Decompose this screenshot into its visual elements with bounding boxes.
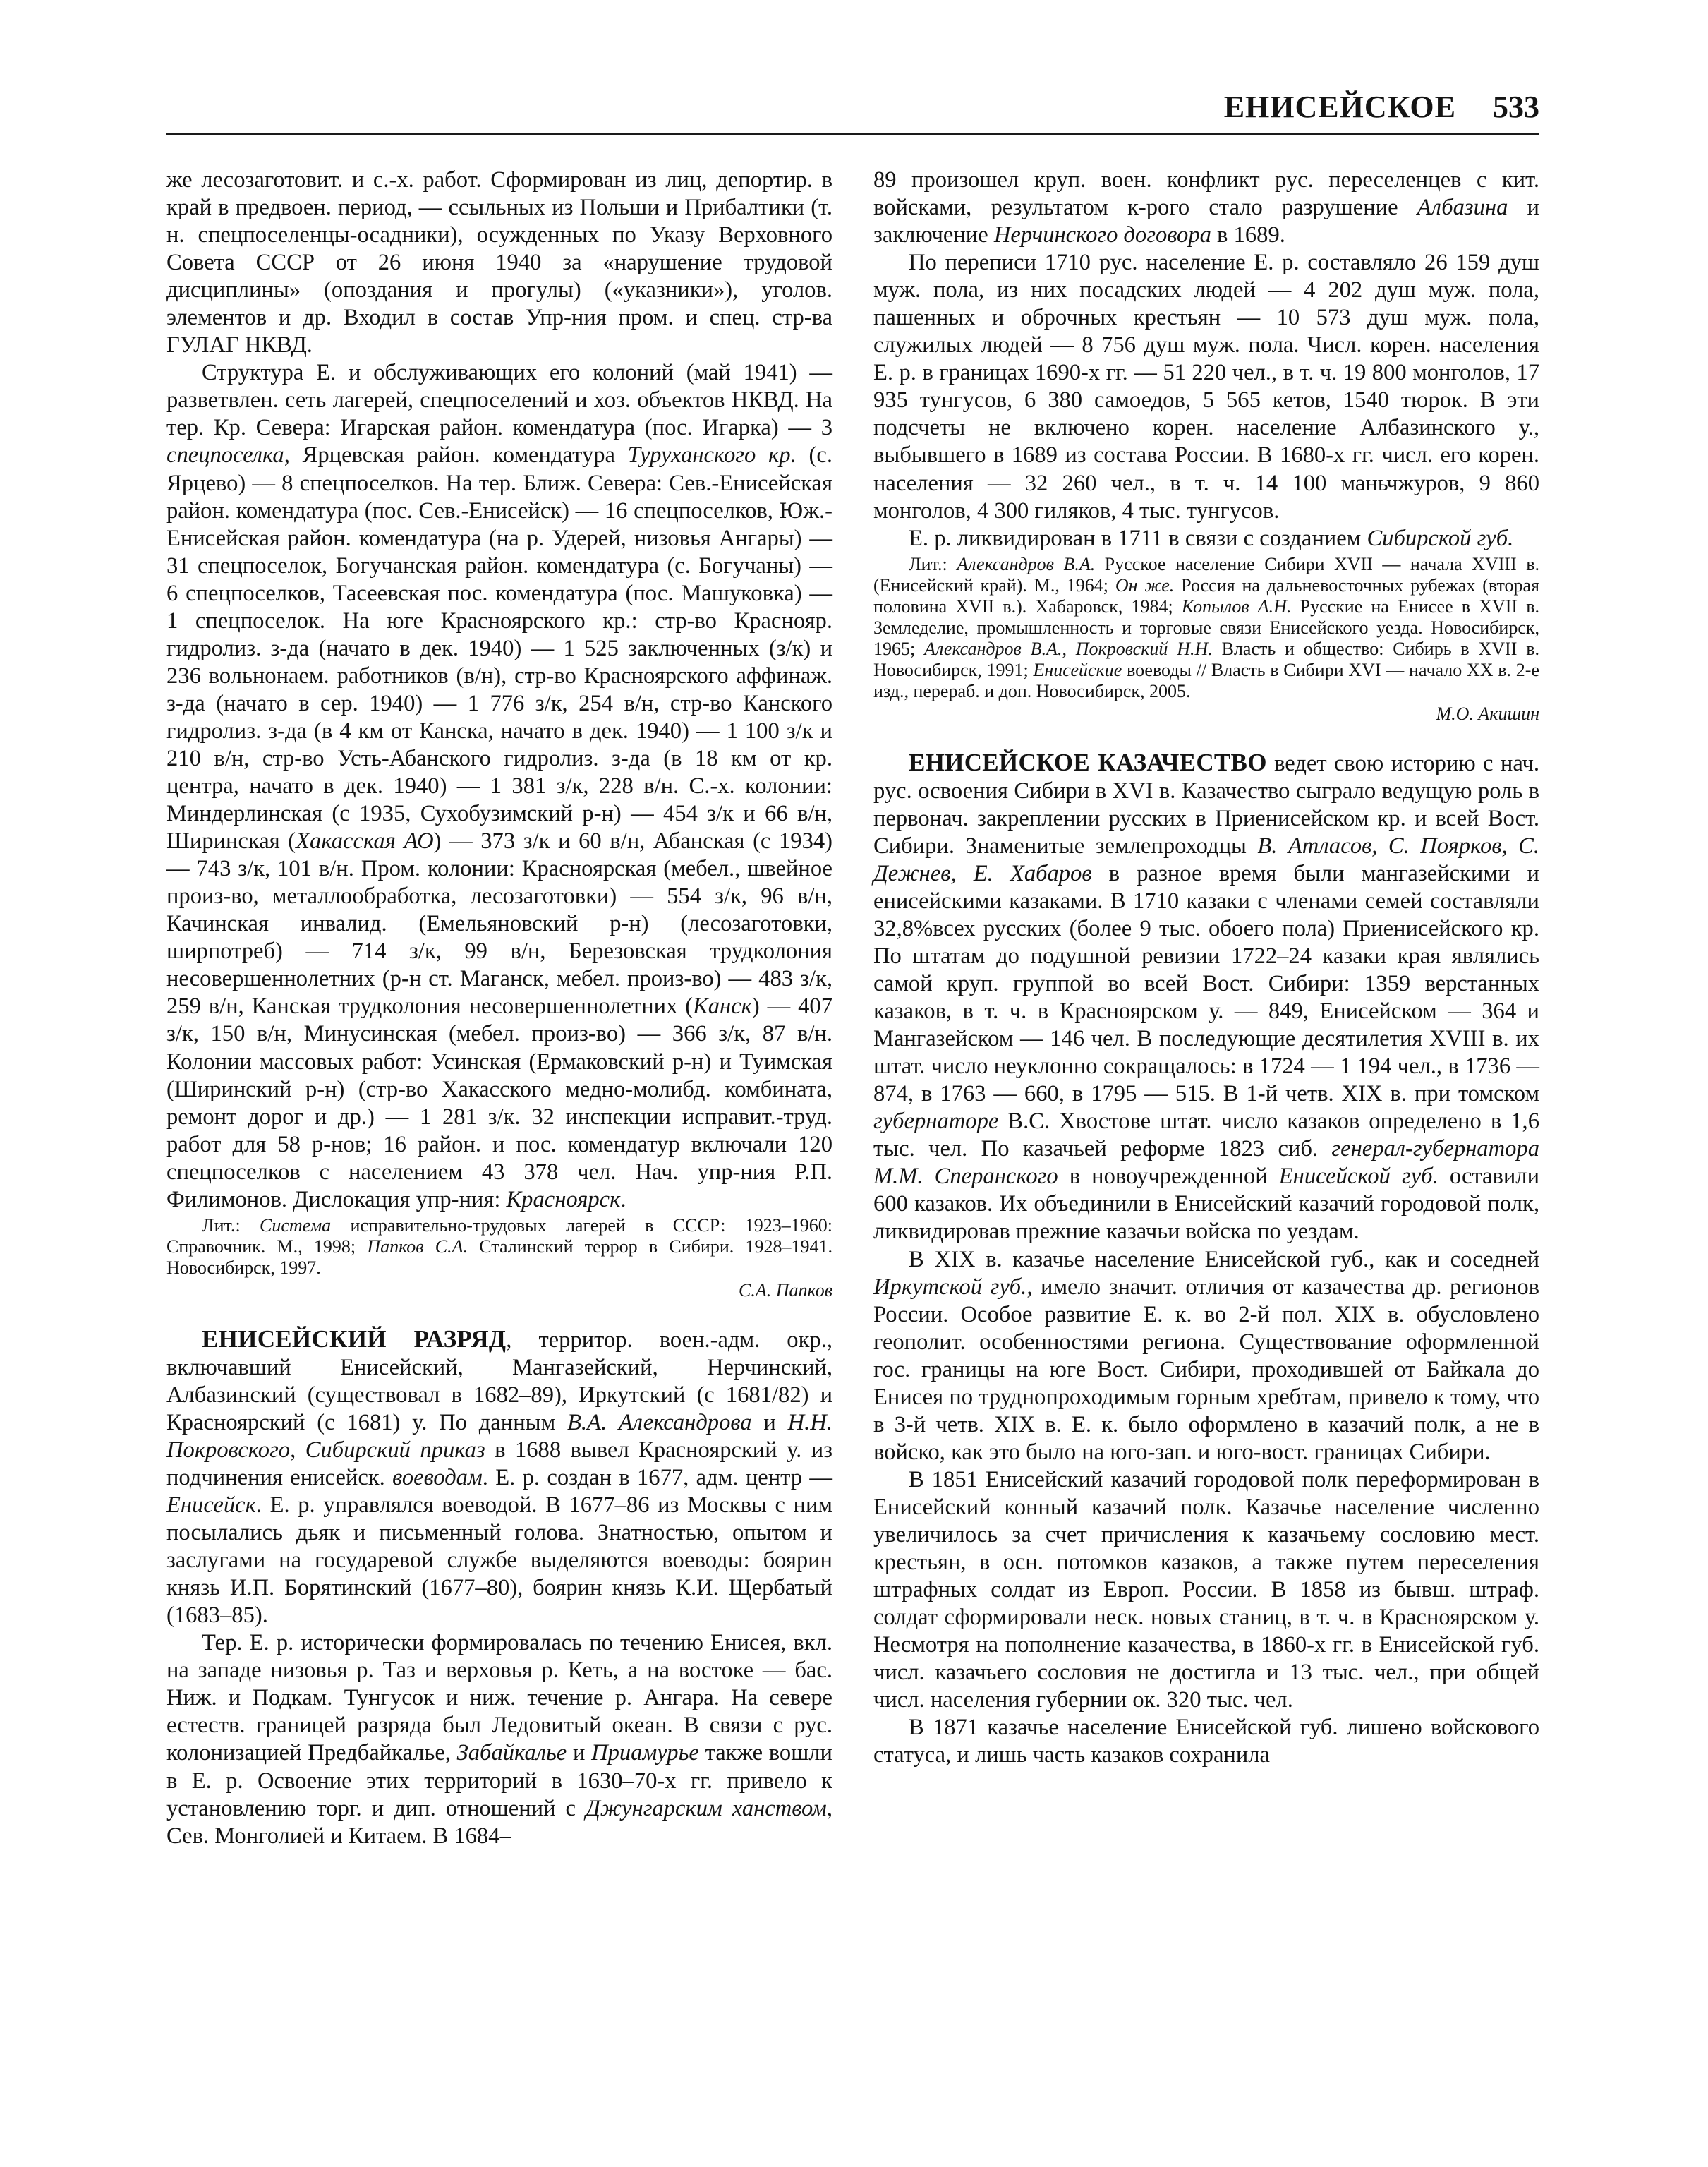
- entry-enisei-kazachestvo: ЕНИСЕЙСКОЕ КАЗАЧЕСТВО ведет свою историю с нач. рус. освоения Сибири в XVI в. Казачество сыграло ведущую роль в первонач. закреплении русских в Приенисейском кр. и всей Вост. Сибири. Знаменитые землепроходцы В. Атласов, С. Поярков, С. Дежнев, Е. Хабаров в разное время были мангазейскими и енисейскими казаками. В 1710 казаки с членами семей составляли 32,8%всех русских (более 9 тыс. обоего пола) Приенисейского кр. По штатам до подушной ревизии 1722–24 казаки края являлись самой круп. группой во всей Вост. Сибири: 1359 верстанных казаков, в т. ч. в Красноярском у. — 849, Енисейском — 364 и Мангазейском — 146 чел. В последующие десятилетия XVIII в. их штат. число неуклонно сокращалось: в 1724 — 1 194 чел., в 1736 — 874, в 1763 — 660, в 1795 — 515. В 1-й четв. XIX в. при томском губернаторе В.С. Хвостове штат. число казаков определено в 1,6 тыс. чел. По казачьей реформе 1823 сиб. генерал-губернатора М.М. Сперанского в новоучрежденной Енисейской губ. оставили 600 казаков. Их объединили в Енисейский казачий городовой полк, ликвидировав прежние казачьи войска по уездам.: [873, 748, 1540, 1245]
- running-head-title: ЕНИСЕЙСКОЕ: [1223, 90, 1456, 124]
- entry-headword: ЕНИСЕЙСКИЙ РАЗРЯД: [202, 1324, 507, 1353]
- right-column: [873, 167, 1539, 1769]
- paragraph: В 1851 Енисейский казачий городовой полк переформирован в Енисейский конный казачий полк. Казачье население численно увеличилось за счет причисления к казачьему сословию мест. крестьян, в осн. потомков казаков, а также путем переселения штрафных солдат из Европ. России. В 1858 из бывш. штраф. солдат сформировали неск. новых станиц, в т. ч. в Красноярском у. Несмотря на пополнение казачества, в 1860-х гг. в Енисейской губ. числ. казачьего сословия не достигла и 13 тыс. чел., при общей числ. населения губернии ок. 320 тыс. чел.: [873, 1466, 1539, 1713]
- entry-headword: ЕНИСЕЙСКОЕ КАЗАЧЕСТВО: [909, 748, 1267, 776]
- page-number: 533: [1493, 90, 1539, 124]
- running-head: [166, 83, 1539, 135]
- paragraph: 89 произошел круп. воен. конфликт рус. переселенцев с кит. войсками, результатом к-рого стало разрушение Албазина и заключение Нерчинского договора в 1689.: [873, 167, 1539, 248]
- article-author: М.О. Акишин: [1436, 703, 1539, 724]
- paragraph: В 1871 казачье население Енисейской губ. лишено войскового статуса, и лишь часть казаков сохранила: [873, 1715, 1539, 1768]
- entry-enisei-razryad: ЕНИСЕЙСКИЙ РАЗРЯД, территор. воен.-адм. окр., включавший Енисейский, Мангазейский, Нерчинский, Албазинский (существовал в 1682–89), Иркутский (с 1681/82) и Красноярский (с 1681) у. По данным В.А. Александрова и Н.Н. Покровского, Сибирский приказ в 1688 вывел Красноярский у. из подчинения енисейск. воеводам. Е. р. создан в 1677, адм. центр — Енисейск. Е. р. управлялся воеводой. В 1677–86 из Москвы с ним посылались дьяк и письменный голова. Знатностью, опытом и заслугами на государевой службе выделяются воеводы: боярин князь И.П. Борятинский (1677–80), боярин князь К.И. Щербатый (1683–85).: [166, 1324, 832, 1629]
- paragraph: По переписи 1710 рус. население Е. р. составляло 26 159 душ муж. пола, из них посадских людей — 4 202 душ муж. пола, пашенных и оброчных крестьян — 10 573 душ муж. пола, служилых людей — 8 756 душ муж. пола. Числ. корен. населения Е. р. в границах 1690-х гг. — 51 220 чел., в т. ч. 19 800 монголов, 17 935 тунгусов, 6 380 самоедов, 5 565 кетов, 1540 тюрок. В эти подсчеты не включено корен. население Албазинского у., выбывшего в 1689 из состава России. В 1680-х гг. числ. его корен. населения — 32 260 чел., в т. ч. 14 100 маньчжуров, 9 860 монголов, 4 300 гиляков, 4 тыс. тунгусов.: [873, 250, 1539, 524]
- literature-note: Лит.: Система исправительно-трудовых лагерей в СССР: 1923–1960: Справочник. М., 1998; Папков С.А. Сталинский террор в Сибири. 1928–1941. Новосибирск, 1997.: [166, 1214, 832, 1278]
- paragraph: Е. р. ликвидирован в 1711 в связи с созданием Сибирской губ.: [909, 525, 1514, 551]
- literature-note: Лит.: Александров В.А. Русское население Сибири XVII — начала XVIII в. (Енисейский край). М., 1964; Он же. Россия на дальневосточных рубежах (вторая половина XVII в.). Хабаровск, 1984; Копылов А.Н. Русские на Енисее в XVII в. Земледелие, промышленность и торговые связи Енисейского уезда. Новосибирск, 1965; Александров В.А., Покровский Н.Н. Власть и общество: Сибирь в XVII в. Новосибирск, 1991; Енисейские воеводы // Власть в Сибири XVI — начало XX в. 2-е изд., перераб. и доп. Новосибирск, 2005.: [873, 553, 1540, 701]
- paragraph: Структура Е. и обслуживающих его колоний (май 1941) — разветвлен. сеть лагерей, спецпоселений и хоз. объектов НКВД. На тер. Кр. Севера: Игарская район. комендатура (пос. Игарка) — 3 спецпоселка, Ярцевская район. комендатура Туруханского кр. (с. Ярцево) — 8 спецпоселков. На тер. Ближ. Севера: Сев.-Енисейская район. комендатура (пос. Сев.-Енисейск) — 16 спецпоселков, Юж.-Енисейская район. комендатура (на р. Удерей, низовья Ангары) — 31 спецпоселок, Богучанская район. комендатура (с. Богучаны) — 6 спецпоселков, Тасеевская пос. комендатура (пос. Машуковка) — 1 спецпоселок. На юге Красноярского кр.: стр-во Краснояр. гидролиз. з-да (начато в дек. 1940) — 1 525 заключенных (з/к) и 236 вольнонаем. работников (в/н), стр-во Красноярского аффинаж. з-да (начато в сер. 1940) — 1 776 з/к, 254 в/н, стр-во Канского гидролиз. з-да (в 4 км от Канска, начато в дек. 1940) — 1 100 з/к и 210 в/н, стр-во Усть-Абанского гидролиз. з-да (в 18 км от кр. центра, начато в дек. 1940) — 1 381 з/к, 228 в/н. С.-х. колонии: Миндерлинская (с 1935, Сухобузимский р-н) — 454 з/к и 66 в/н, Ширинская (Хакасская АО) — 373 з/к и 60 в/н, Абанская (с 1934) — 743 з/к, 101 в/н. Пром. колонии: Красноярская (мебел., швейное произ-во, металлообработка, лесозаготовки) — 554 з/к, 96 в/н, Качинская инвалид. (Емельяновский р-н) (лесозаготовки, ширпотреб) — 714 з/к, 99 в/н, Березовская трудколония несовершеннолетних (р-н ст. Маганск, мебел. произ-во) — 483 з/к, 259 в/н, Канская трудколония несовершеннолетних (Канск) — 407 з/к, 150 в/н, Минусинская (мебел. произ-во) — 366 з/к, 87 в/н. Колонии массовых работ: Усинская (Ермаковский р-н) и Туимская (Ширинский р-н) (стр-во Хакасского медно-молибд. комбината, ремонт дорог и др.) — 1 281 з/к. 32 инспекции исправит.-труд. работ для 58 р-нов; 16 район. и пос. комендатур включали 120 спецпоселков с населением 43 378 чел. Нач. упр-ния Р.П. Филимонов. Дислокация упр-ния: Красноярск.: [166, 360, 832, 1212]
- article-author: С.А. Папков: [739, 1279, 832, 1300]
- paragraph: В XIX в. казачье население Енисейской губ., как и соседней Иркутской губ., имело значит. отличия от казачества др. регионов России. Особое развитие Е. к. во 2-й пол. XIX в. обусловлено геополит. особенностями региона. Существование оформленной гос. границы на юге Вост. Сибири, проходившей от Байкала до Енисея по труднопроходимым горным хребтам, привело к тому, что в 3-й четв. XIX в. Е. к. было оформлено в казачий полк, а не в войско, как это было на юго-зап. и юго-вост. границах Сибири.: [873, 1246, 1539, 1465]
- left-column: [166, 167, 832, 1850]
- paragraph: же лесозаготовит. и с.-х. работ. Сформирован из лиц, депортир. в край в предвоен. период, — ссыльных из Польши и Прибалтики (т. н. спецпоселенцы-осадники), осужденных по Указу Верховного Совета СССР от 26 июня 1940 за «нарушение трудовой дисциплины» (опоздания и прогулы) («указники»), уголов. элементов и др. Входил в состав Упр-ния пром. и спец. стр-ва ГУЛАГ НКВД.: [166, 167, 832, 358]
- paragraph: Тер. Е. р. исторически формировалась по течению Енисея, вкл. на западе низовья р. Таз и верховья р. Кеть, а на востоке — бас. Ниж. и Подкам. Тунгусок и ниж. течение р. Ангара. На севере естеств. границей разряда был Ледовитый океан. В связи с рус. колонизацией Предбайкалье, Забайкалье и Приамурье также вошли в Е. р. Освоение этих территорий в 1630–70-х гг. привело к установлению торг. и дип. отношений с Джунгарским ханством, Сев. Монголией и Китаем. В 1684–: [166, 1630, 832, 1849]
